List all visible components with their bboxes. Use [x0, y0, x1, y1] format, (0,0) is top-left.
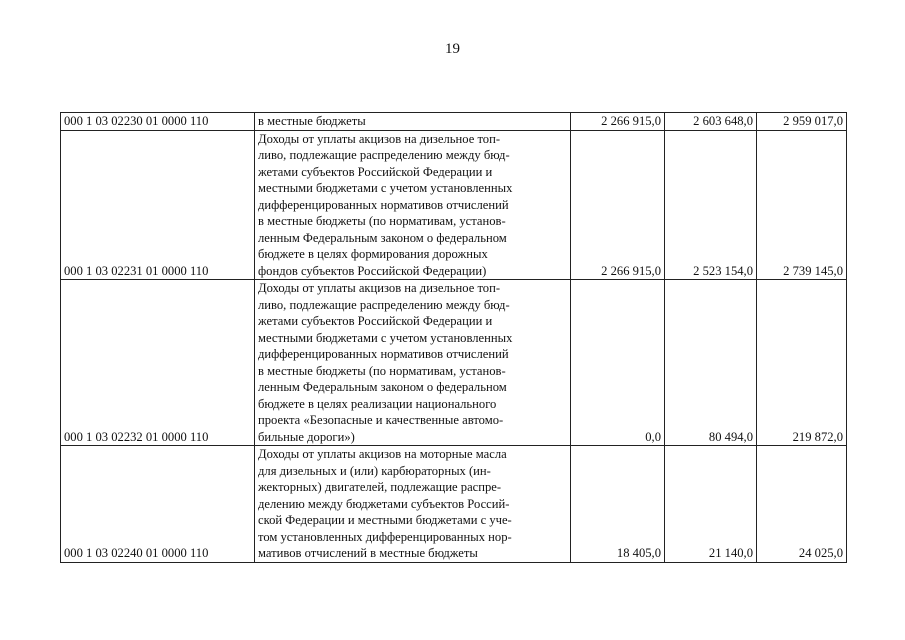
amount-year-3: 2 739 145,0 — [757, 130, 847, 280]
description-line: мативов отчислений в местные бюджеты — [258, 546, 478, 560]
amount-year-2: 21 140,0 — [665, 446, 757, 563]
description-line: ленным Федеральным законом о федеральном — [258, 230, 507, 245]
amount-year-3: 219 872,0 — [757, 280, 847, 446]
budget-classification-code: 000 1 03 02230 01 0000 110 — [61, 113, 255, 131]
budget-revenue-table — [60, 112, 847, 563]
description-line: ленным Федеральным законом о федеральном — [258, 380, 507, 394]
budget-classification-code: 000 1 03 02231 01 0000 110 — [61, 130, 255, 280]
amount-year-1: 2 266 915,0 — [571, 113, 665, 131]
description-line: ской Федерации и местными бюджетами с уче- — [258, 513, 512, 527]
revenue-description — [255, 113, 571, 131]
description-line: жетами субъектов Российской Федерации и — [258, 314, 493, 328]
amount-year-2: 80 494,0 — [665, 280, 757, 446]
revenue-description — [255, 130, 571, 280]
description-line: фондов субъектов Российской Федерации) — [258, 263, 487, 278]
description-line: делению между бюджетами субъектов Россий- — [258, 496, 510, 511]
table-row — [61, 280, 847, 446]
page-number: 19 — [445, 41, 460, 57]
description-line: проекта «Безопасные и качественные автомо- — [258, 413, 504, 427]
table-row — [61, 113, 847, 131]
amount-year-3: 2 959 017,0 — [757, 113, 847, 131]
table-row — [61, 446, 847, 563]
description-line: бюджете в целях формирования дорожных — [258, 247, 488, 261]
description-line: бильные дороги») — [258, 429, 355, 444]
revenue-description — [255, 280, 571, 446]
description-line: жекторных) двигателей, подлежащие распре- — [258, 480, 502, 494]
description-line: местными бюджетами с учетом установленных — [258, 330, 513, 345]
description-line: в местные бюджеты (по нормативам, установ- — [258, 363, 506, 378]
description-line: для дизельных и (или) карбюраторных (ин- — [258, 463, 491, 478]
budget-classification-code: 000 1 03 02232 01 0000 110 — [61, 280, 255, 446]
description-line: Доходы от уплаты акцизов на моторные масла — [258, 447, 507, 461]
table-row — [61, 130, 847, 280]
description-line: жетами субъектов Российской Федерации и — [258, 164, 493, 179]
description-line: в местные бюджеты — [258, 114, 366, 128]
amount-year-2: 2 523 154,0 — [665, 130, 757, 280]
amount-year-1: 0,0 — [571, 280, 665, 446]
description-line: Доходы от уплаты акцизов на дизельное топ- — [258, 281, 501, 295]
description-line: том установленных дифференцированных нор- — [258, 529, 512, 544]
description-line: бюджете в целях реализации национального — [258, 396, 497, 411]
amount-year-1: 2 266 915,0 — [571, 130, 665, 280]
description-line: ливо, подлежащие распределению между бюд- — [258, 148, 510, 162]
description-line: ливо, подлежащие распределению между бюд- — [258, 297, 510, 312]
description-line: местными бюджетами с учетом установленных — [258, 181, 513, 195]
description-line: в местные бюджеты (по нормативам, установ- — [258, 214, 506, 228]
description-line: Доходы от уплаты акцизов на дизельное топ- — [258, 131, 501, 146]
description-line: дифференцированных нормативов отчислений — [258, 197, 509, 212]
description-line: дифференцированных нормативов отчислений — [258, 347, 509, 361]
amount-year-2: 2 603 648,0 — [665, 113, 757, 131]
amount-year-1: 18 405,0 — [571, 446, 665, 563]
budget-classification-code: 000 1 03 02240 01 0000 110 — [61, 446, 255, 563]
amount-year-3: 24 025,0 — [757, 446, 847, 563]
revenue-description — [255, 446, 571, 563]
table-body — [61, 113, 847, 563]
